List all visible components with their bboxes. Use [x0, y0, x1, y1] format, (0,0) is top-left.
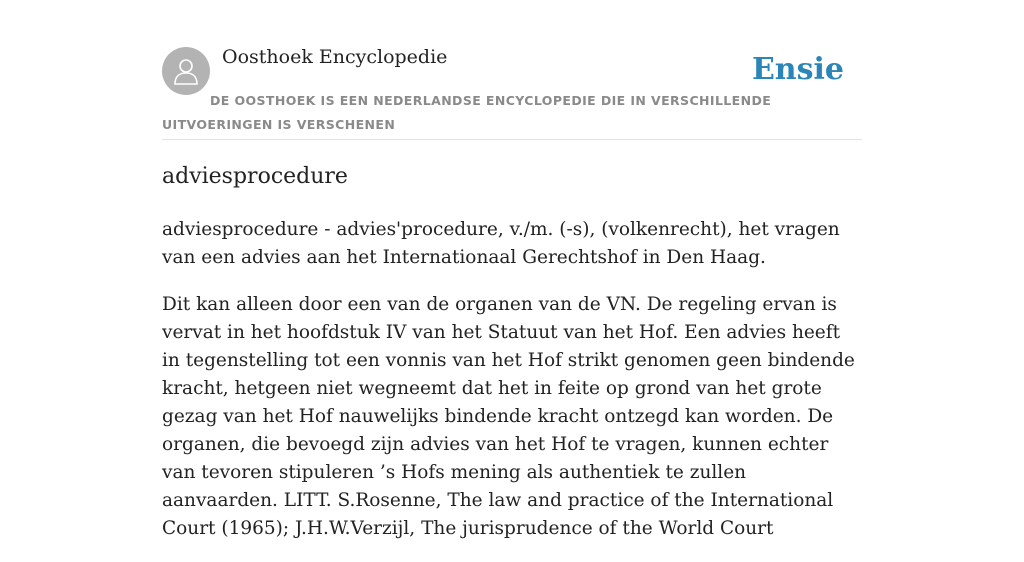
avatar[interactable]: [162, 47, 210, 95]
site-header: [162, 0, 862, 140]
article-paragraph-definition: adviesprocedure - advies'procedure, v./m. (-s), (volkenrecht), het vragen van een advies aan het Internationaal Gerechtshof in Den Haag.: [162, 219, 840, 268]
page: [162, 0, 862, 539]
user-silhouette-icon: [171, 56, 201, 86]
article-paragraph-description: Dit kan alleen door een van de organen van de VN. De regeling ervan is vervat in het hoofdstuk IV van het Statuut van het Hof. Een advies heeft in tegenstelling tot een vonnis van het Hof strikt genomen geen bindende kracht, hetgeen niet wegneemt dat het in feite op grond van het grote gezag van het Hof nauwelijks bindende kracht ontzegd kan worden. De organen, die bevoegd zijn advies van het Hof te vragen, kunnen echter van tevoren stipuleren ’s Hofs mening als authentiek te zullen aanvaarden. LITT. S.Rosenne, The law and practice of the International Court (1965); J.H.W.Verzijl, The jurisprudence of the World Court: [162, 294, 855, 539]
article-title: adviesprocedure: [162, 164, 348, 189]
article-body: [162, 216, 862, 562]
site-name[interactable]: Oosthoek Encyclopedie: [222, 46, 448, 68]
brand-logo[interactable]: Ensie: [751, 52, 844, 87]
site-tagline: DE OOSTHOEK IS EEN NEDERLANDSE ENCYCLOPEDIE DIE IN VERSCHILLENDE UITVOERINGEN IS VERSCHENEN: [162, 93, 772, 132]
